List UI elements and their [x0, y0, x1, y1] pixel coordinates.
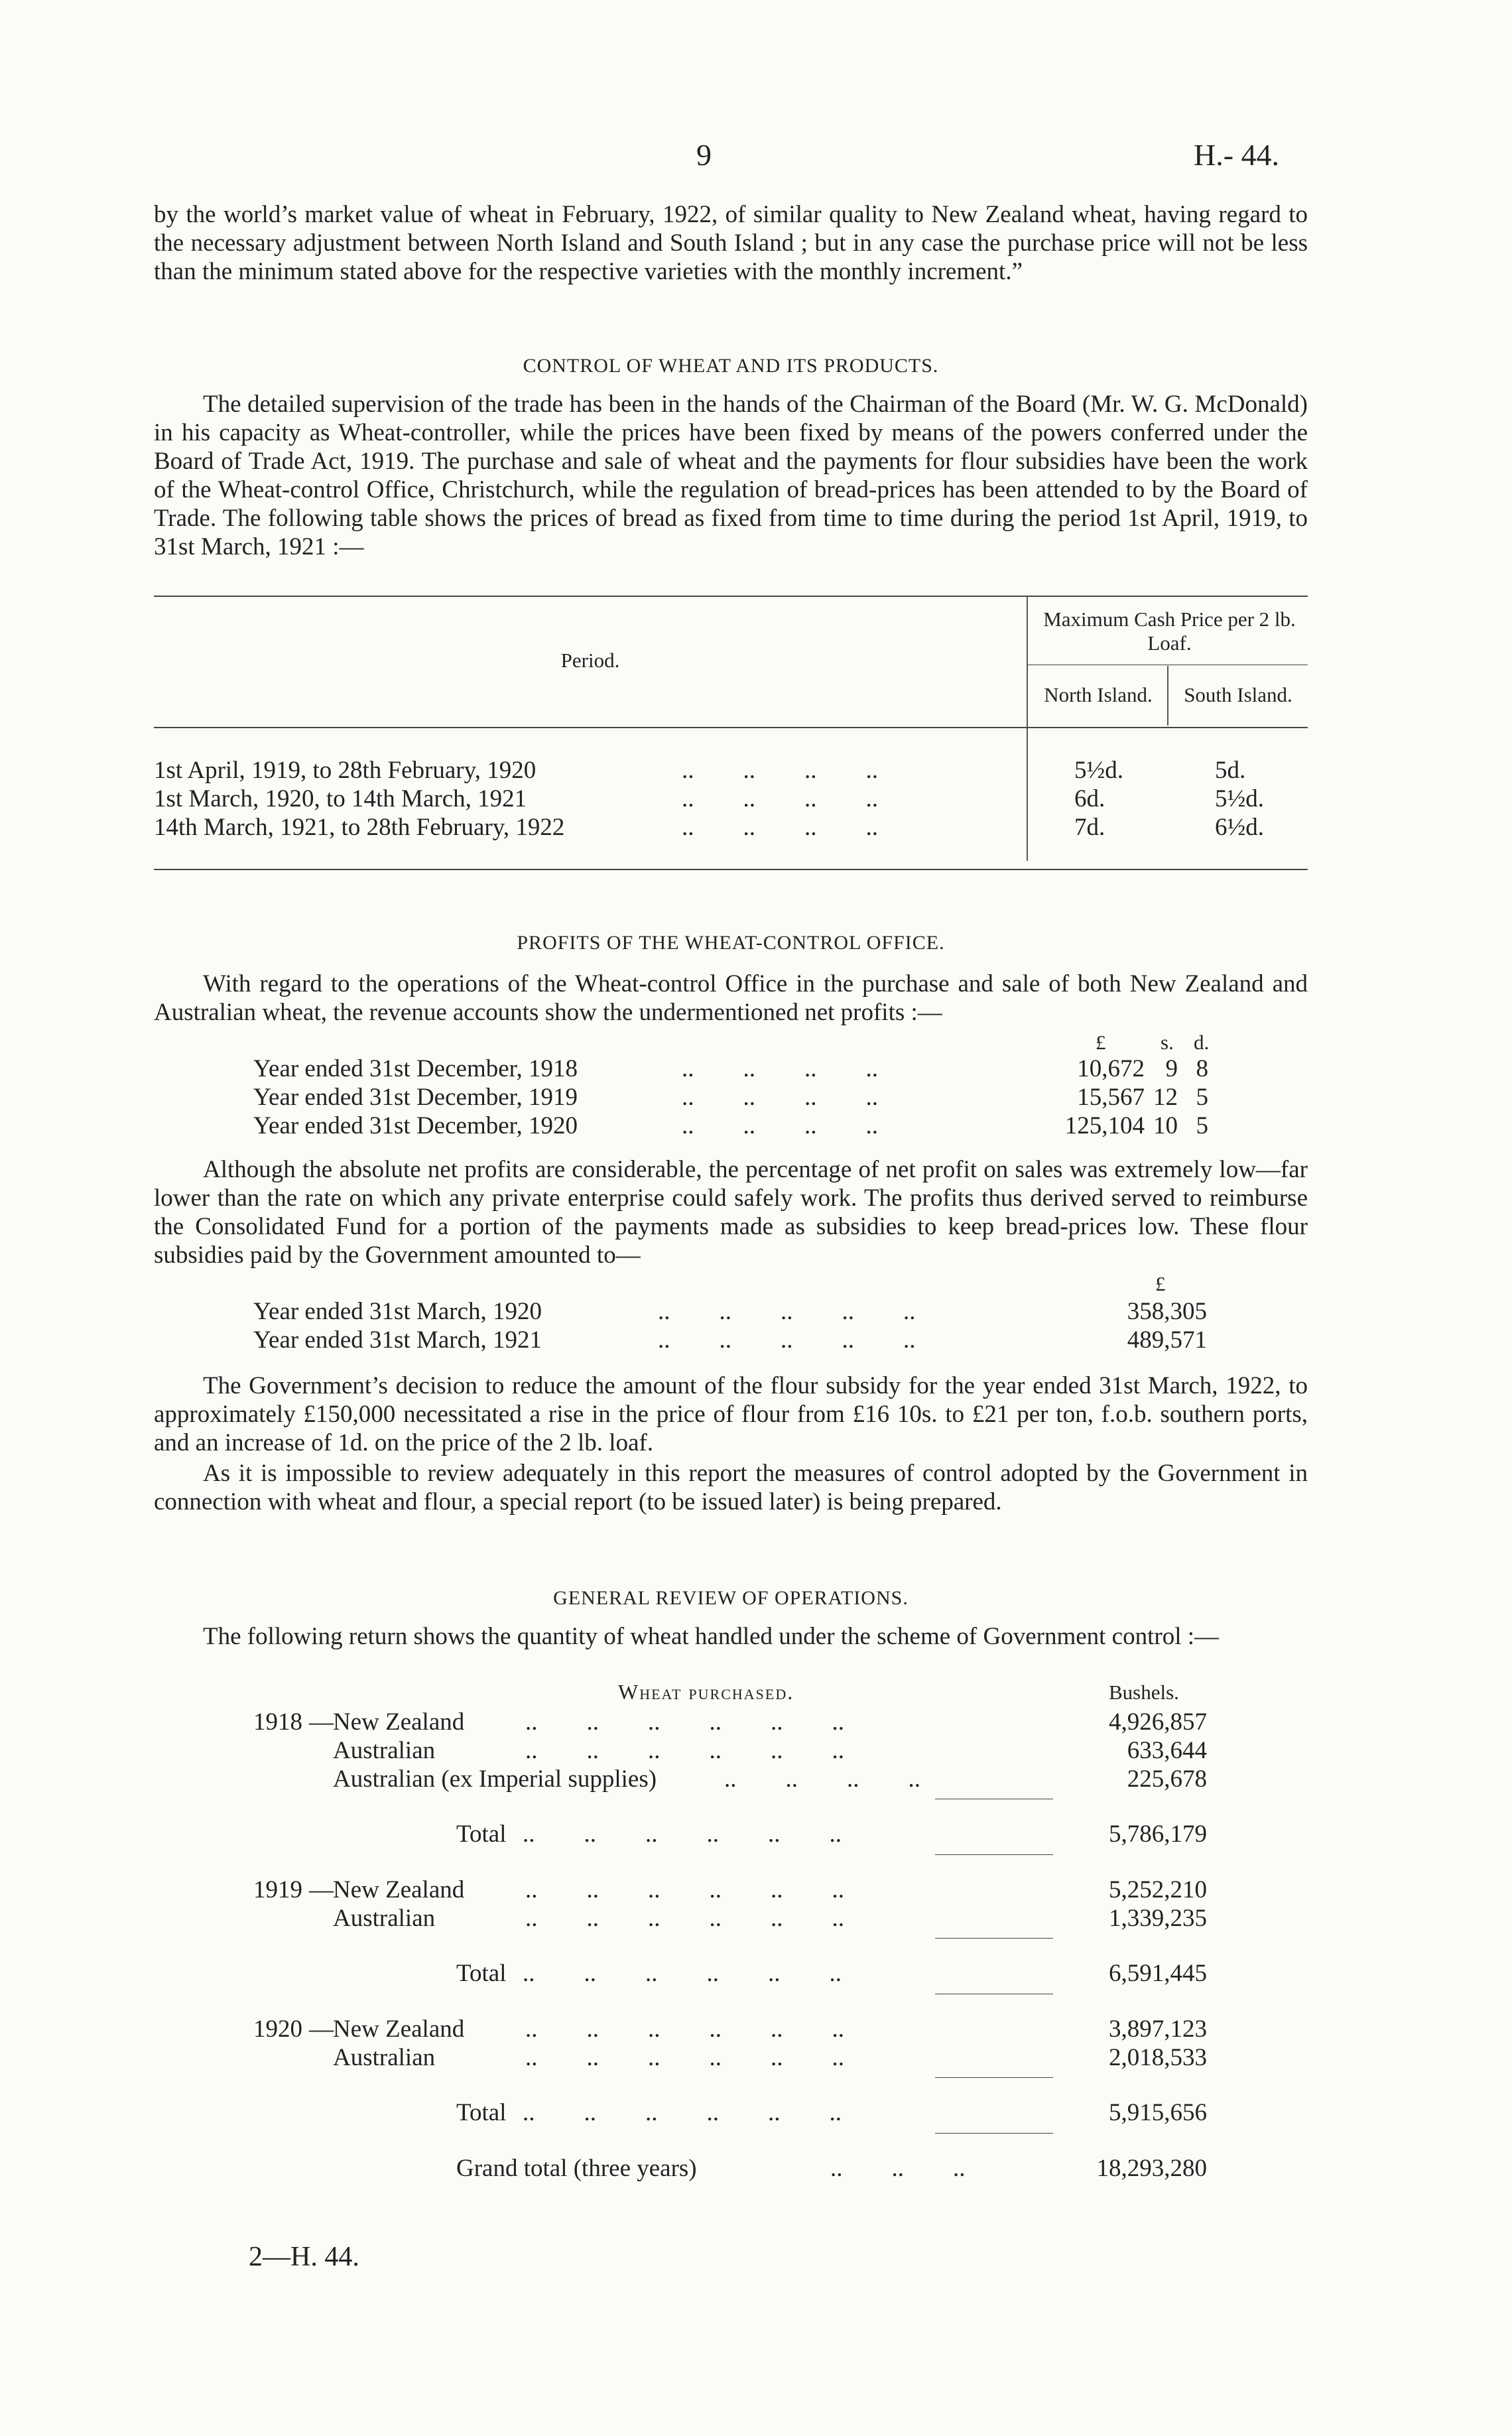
total-value: 5,915,656: [1109, 2099, 1207, 2126]
wheat-purchased-title: Wheat purchased.: [618, 1680, 794, 1704]
profit-row: [154, 1112, 1308, 1140]
profits-paragraph-1: With regard to the operations of the Wheat-control Office in the purchase and sale of both New Zealand and Australian wheat, the revenue accounts show the undermentioned net profits :—: [154, 970, 1308, 1026]
profit-pounds: 125,104: [1064, 1112, 1145, 1139]
wheat-row: [154, 2043, 1308, 2072]
profit-pence: 5: [1196, 1084, 1208, 1111]
table-row: [154, 813, 1308, 842]
leader-dots: .. .. .. .. ..: [658, 1298, 916, 1325]
south-cell: 5d.: [1215, 757, 1246, 784]
unit-pence: d.: [1194, 1031, 1210, 1054]
profits-paragraph-2: Although the absolute net profits are considerable, the percentage of net profit on sales was extremely low—far lower than the rate on which any private enterprise could safely work. The profits thus derived served to reimburse the Consolidated Fund for a portion of the payments made as subsidies to keep bread-prices low. These flour subsidies paid by the Government amounted to—: [154, 1156, 1308, 1269]
leader-dots: .. .. .. .. .. ..: [525, 2016, 844, 2043]
section-heading-control: CONTROL OF WHEAT AND ITS PRODUCTS.: [523, 355, 939, 377]
profit-units-row: [154, 1028, 1308, 1057]
profit-label: Year ended 31st December, 1919: [253, 1084, 578, 1111]
north-cell: 6d.: [1074, 785, 1105, 812]
section-heading-profits: PROFITS OF THE WHEAT-CONTROL OFFICE.: [517, 932, 945, 954]
table-top-rule: [154, 596, 1308, 597]
dash: —: [309, 1708, 334, 1736]
wheat-row: [154, 1708, 1308, 1736]
leader-dots: .. .. .. .. .. ..: [525, 1905, 844, 1932]
subsidy-amount: 489,571: [1127, 1326, 1207, 1354]
total-rule: [935, 1854, 1053, 1855]
leader-dots: .. .. .. ..: [682, 785, 878, 812]
subsidy-unit: £: [1155, 1272, 1166, 1295]
leader-dots: .. .. .. ..: [682, 1055, 878, 1082]
north-cell: 5½d.: [1074, 757, 1123, 784]
leader-dots: .. .. .. ..: [682, 1112, 878, 1139]
period-cell: 1st March, 1920, to 14th March, 1921: [154, 785, 527, 812]
source-label: Australian (ex Imperial supplies): [333, 1765, 657, 1793]
subtotal-rule: [935, 1938, 1053, 1939]
leader-dots: .. .. .. .. .. ..: [525, 1876, 844, 1903]
profit-label: Year ended 31st December, 1918: [253, 1055, 578, 1082]
grand-total-value: 18,293,280: [1096, 2155, 1207, 2182]
leader-dots: .. .. .. .. .. ..: [523, 1821, 842, 1848]
profit-shillings: 12: [1153, 1084, 1178, 1111]
review-paragraph: The following return shows the quantity of wheat handled under the scheme of Government control :—: [203, 1623, 1220, 1650]
total-label: Total: [456, 1960, 507, 1987]
subtotal-rule: [935, 2077, 1053, 2078]
table-bottom-rule: [154, 869, 1308, 870]
leader-dots: .. .. .. .. .. ..: [525, 2044, 844, 2071]
document-reference: H.- 44.: [1194, 138, 1280, 172]
south-cell: 6½d.: [1215, 814, 1264, 841]
year-label: 1919: [253, 1876, 302, 1903]
column-header-period: Period.: [560, 649, 620, 672]
subsidy-row: [154, 1326, 1308, 1354]
bushels-value: 3,897,123: [1109, 2016, 1207, 2043]
source-label: New Zealand: [333, 1708, 465, 1736]
profits-paragraph-4: As it is impossible to review adequately in this report the measures of control adopted by the Government in connection with wheat and flour, a special report (to be issued later) is being prepared.: [154, 1460, 1308, 1515]
leader-dots: .. .. .. ..: [682, 757, 878, 784]
profit-shillings: 9: [1165, 1055, 1178, 1082]
source-label: Australian: [333, 2044, 436, 2071]
table-row: [154, 785, 1308, 813]
table-header-rule: [154, 727, 1308, 728]
bushels-value: 633,644: [1127, 1737, 1207, 1764]
profit-row: [154, 1055, 1308, 1083]
wheat-row: [154, 1904, 1308, 1933]
wheat-total-row: [154, 2098, 1308, 2127]
source-label: Australian: [333, 1905, 436, 1932]
bushels-value: 4,926,857: [1109, 1708, 1207, 1736]
subsidy-amount: 358,305: [1127, 1298, 1207, 1325]
north-cell: 7d.: [1074, 814, 1105, 841]
total-value: 6,591,445: [1109, 1960, 1207, 1987]
profit-pence: 5: [1196, 1112, 1208, 1139]
period-cell: 14th March, 1921, to 28th February, 1922: [154, 814, 565, 841]
year-label: 1920: [253, 2016, 302, 2043]
unit-pounds: £: [1096, 1031, 1106, 1054]
dash: —: [309, 1876, 334, 1903]
source-label: Australian: [333, 1737, 436, 1764]
leader-dots: .. .. .. .. .. ..: [525, 1708, 844, 1736]
subsidy-row: [154, 1297, 1308, 1326]
leader-dots: .. .. .. .. ..: [658, 1326, 916, 1354]
period-cell: 1st April, 1919, to 28th February, 1920: [154, 757, 536, 784]
wheat-row: [154, 2015, 1308, 2043]
bushels-unit: Bushels.: [1109, 1681, 1179, 1704]
wheat-row: [154, 1876, 1308, 1904]
page-number: 9: [696, 138, 712, 172]
grand-total-label: Grand total (three years): [456, 2155, 697, 2182]
grand-total-row: [154, 2154, 1308, 2183]
leader-dots: .. .. .. .. .. ..: [525, 1737, 844, 1764]
wheat-total-row: [154, 1959, 1308, 1988]
wheat-header-row: [154, 1678, 1308, 1706]
year-label: 1918: [253, 1708, 302, 1736]
total-label: Total: [456, 2099, 507, 2126]
intro-paragraph: by the world’s market value of wheat in February, 1922, of similar quality to New Zealand wheat, having regard to the necessary adjustment between North Island and South Island ; but in any case the purchase price will not be less than the minimum stated above for the respective varieties with the monthly increment.”: [154, 201, 1308, 285]
table-row: [154, 756, 1308, 785]
page-signature: 2—H. 44.: [249, 2242, 359, 2272]
leader-dots: .. .. .. ..: [682, 1084, 878, 1111]
total-value: 5,786,179: [1109, 1821, 1207, 1848]
wheat-row: [154, 1736, 1308, 1765]
source-label: New Zealand: [333, 1876, 465, 1903]
profit-row: [154, 1083, 1308, 1112]
subsidy-unit-row: [154, 1269, 1308, 1298]
profit-shillings: 10: [1153, 1112, 1178, 1139]
total-rule: [935, 2133, 1053, 2134]
source-label: New Zealand: [333, 2016, 465, 2043]
bushels-value: 2,018,533: [1109, 2044, 1207, 2071]
profits-paragraph-3: The Government’s decision to reduce the amount of the flour subsidy for the year ended 31st March, 1922, to approximately £150,000 necessitated a rise in the price of flour from £16 10s. to £21 per ton, f.o.b. southern ports, and an increase of 1d. on the price of the 2 lb. loaf.: [154, 1372, 1308, 1456]
profit-pence: 8: [1196, 1055, 1208, 1082]
column-header-north: North Island.: [1044, 683, 1153, 706]
bushels-value: 5,252,210: [1109, 1876, 1207, 1903]
subsidy-label: Year ended 31st March, 1921: [253, 1326, 542, 1354]
wheat-row: [154, 1765, 1308, 1793]
leader-dots: .. .. .. .. .. ..: [523, 1960, 842, 1987]
south-cell: 5½d.: [1215, 785, 1264, 812]
profit-label: Year ended 31st December, 1920: [253, 1112, 578, 1139]
bushels-value: 1,339,235: [1109, 1905, 1207, 1932]
unit-shillings: s.: [1161, 1031, 1174, 1054]
leader-dots: .. .. ..: [830, 2155, 966, 2182]
column-header-south: South Island.: [1184, 683, 1292, 706]
section-heading-review: GENERAL REVIEW OF OPERATIONS.: [553, 1587, 909, 1609]
bushels-value: 225,678: [1127, 1765, 1207, 1793]
control-paragraph: The detailed supervision of the trade has been in the hands of the Chairman of the Board (Mr. W. G. McDonald) in his capacity as Wheat-controller, while the prices have been fixed by means of the powers conferred under the Board of Trade Act, 1919. The purchase and sale of wheat and the payments for flour subsidies have been the work of the Wheat-control Office, Christchurch, while the regulation of bread-prices has been attended to by the Board of Trade. The following table shows the prices of bread as fixed from time to time during the period 1st April, 1919, to 31st March, 1921 :—: [154, 391, 1308, 560]
profit-pounds: 15,567: [1077, 1084, 1145, 1111]
total-label: Total: [456, 1821, 507, 1848]
profit-pounds: 10,672: [1077, 1055, 1145, 1082]
dash: —: [309, 2016, 334, 2043]
wheat-total-row: [154, 1820, 1308, 1848]
subsidy-label: Year ended 31st March, 1920: [253, 1298, 542, 1325]
leader-dots: .. .. .. ..: [724, 1765, 920, 1793]
leader-dots: .. .. .. .. .. ..: [523, 2099, 842, 2126]
column-header-price: Maximum Cash Price per 2 lb. Loaf.: [1043, 608, 1296, 655]
leader-dots: .. .. .. ..: [682, 814, 878, 841]
